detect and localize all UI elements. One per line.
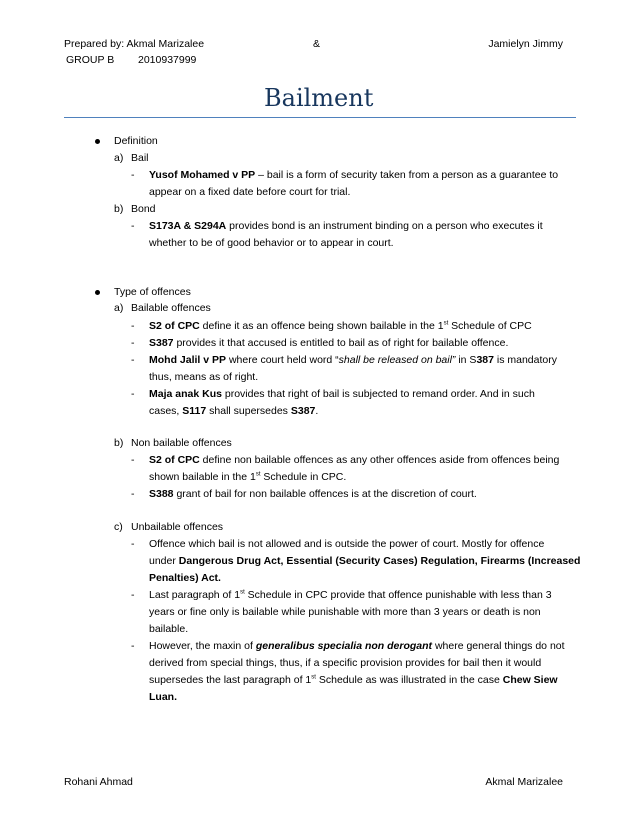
dash: - [131, 589, 135, 601]
text: shall supersedes [206, 405, 291, 417]
text: provides bond is an instrument binding on a person who executes it [226, 220, 543, 232]
unbailable-item-1-line-2 [149, 555, 580, 567]
dash: - [131, 169, 135, 181]
text: define non bailable offences as any other offences aside from offences being [199, 454, 560, 466]
text: in S [455, 354, 477, 366]
text: is mandatory [493, 354, 557, 366]
statute-ref: S388 [149, 488, 174, 500]
text: cases, [149, 405, 183, 417]
superscript: st [311, 674, 316, 681]
statute-ref: S117 [182, 405, 207, 417]
case-name: Yusof Mohamed v PP [149, 169, 256, 181]
statute-ref: 387 [476, 354, 494, 366]
bailable-item-1 [149, 320, 532, 332]
bond-marker: b) [114, 203, 124, 215]
bail-label: Bail [131, 152, 149, 164]
non-bailable-label: Non bailable offences [131, 437, 232, 449]
case-name: Maja anak Kus [149, 388, 222, 400]
superscript: st [443, 320, 449, 327]
text: shown bailable in the 1 [149, 471, 256, 483]
dash: - [131, 220, 135, 232]
title-underline [64, 117, 576, 118]
unbailable-item-1-line-3: Penalties) Act. [149, 572, 221, 584]
section-heading-definition: Definition [114, 135, 158, 147]
non-bailable-item-2 [149, 488, 477, 500]
unbailable-item-2-line-1 [149, 589, 552, 601]
quote: shall be released on bail” [338, 354, 456, 366]
unbailable-item-2-line-2: years or fine only is bailable while punishable with more than 3 years or death is non [149, 606, 541, 618]
header-coauthor: Jamielyn Jimmy [488, 38, 563, 50]
header-ampersand: & [313, 38, 321, 50]
latin-maxim: generalibus specialia non derogant [255, 640, 433, 652]
text: where court held word “ [226, 354, 339, 366]
dash: - [131, 640, 135, 652]
text: under [149, 555, 179, 567]
statute-ref: S2 of CPC [149, 454, 200, 466]
unbailable-item-3-line-1 [149, 640, 565, 652]
bailable-item-3-line-1 [149, 354, 557, 366]
bullet-definition [95, 139, 100, 144]
header-group-id: 2010937999 [138, 54, 197, 66]
case-name: Chew Siew [502, 674, 558, 686]
statute-list: Dangerous Drug Act, Essential (Security Cases) Regulation, Firearms (Increased [178, 555, 581, 567]
text: where general things do not [432, 640, 565, 652]
unbailable-label: Unbailable offences [131, 521, 224, 533]
text: – bail is a form of security taken from a person as a guarantee to [255, 169, 559, 181]
dash: - [131, 388, 135, 400]
text: Schedule as was illustrated in the case [315, 674, 503, 686]
bailable-item-2 [149, 337, 508, 349]
dash: - [131, 538, 135, 550]
text: Schedule in CPC. [260, 471, 347, 483]
bail-marker: a) [114, 152, 124, 164]
text: define it as an offence being shown bailable in the 1 [199, 320, 444, 332]
footer-right: Akmal Marizalee [485, 776, 563, 788]
unbailable-marker: c) [114, 521, 123, 533]
page-title: Bailment [264, 84, 374, 112]
header-group: GROUP B [66, 54, 115, 66]
dash: - [131, 337, 135, 349]
header-prepared-by: Prepared by: Akmal Marizalee [64, 38, 205, 50]
text: grant of bail for non bailable offences is at the discretion of court. [173, 488, 477, 500]
text: provides it that accused is entitled to bail as of right for bailable offence. [173, 337, 509, 349]
dash: - [131, 320, 135, 332]
unbailable-item-3-line-3 [149, 674, 558, 686]
text: provides that right of bail is subjected to remand order. And in such [221, 388, 535, 400]
superscript: st [240, 589, 245, 596]
text: supersedes the last paragraph of 1 [149, 674, 312, 686]
bail-definition-line-1 [149, 169, 558, 181]
dash: - [131, 488, 135, 500]
unbailable-item-3-line-4: Luan. [149, 691, 177, 703]
text: Schedule in CPC provide that offence punishable with less than 3 [244, 589, 552, 601]
text: Schedule of CPC [448, 320, 532, 332]
section-heading-offences: Type of offences [114, 286, 191, 298]
bailable-item-3-line-2: thus, means as of right. [149, 371, 259, 383]
bailable-item-4-line-2 [149, 405, 318, 417]
statute-ref: S387 [290, 405, 316, 417]
text: However, the maxin of [149, 640, 256, 652]
unbailable-item-2-line-3: bailable. [149, 623, 189, 635]
bond-definition-line-2: whether to be of good behavior or to appear in court. [149, 237, 394, 249]
bailable-label: Bailable offences [131, 302, 211, 314]
unbailable-item-1-line-1: Offence which bail is not allowed and is outside the power of court. Mostly for offence [149, 538, 545, 550]
non-bailable-item-1-line-1 [149, 454, 559, 466]
non-bailable-marker: b) [114, 437, 124, 449]
bond-definition-line-1 [149, 220, 543, 232]
dash: - [131, 454, 135, 466]
statute-ref: S387 [149, 337, 174, 349]
bullet-offences [95, 290, 100, 295]
non-bailable-item-1-line-2 [149, 471, 346, 483]
bail-definition-line-2: appear on a fixed date before court for trial. [149, 186, 351, 198]
bailable-item-4-line-1 [149, 388, 535, 400]
bond-label: Bond [131, 203, 156, 215]
superscript: st [255, 471, 261, 478]
unbailable-item-3-line-2: derived from special things, thus, if a specific provision provides for bail then it would [149, 657, 542, 669]
statute-ref: S173A & S294A [149, 220, 227, 232]
statute-ref: S2 of CPC [149, 320, 200, 332]
case-name: Mohd Jalil v PP [149, 354, 227, 366]
dash: - [131, 354, 135, 366]
bailable-marker: a) [114, 302, 124, 314]
text: . [315, 405, 319, 417]
footer-left: Rohani Ahmad [64, 776, 133, 788]
text: Last paragraph of 1 [149, 589, 241, 601]
